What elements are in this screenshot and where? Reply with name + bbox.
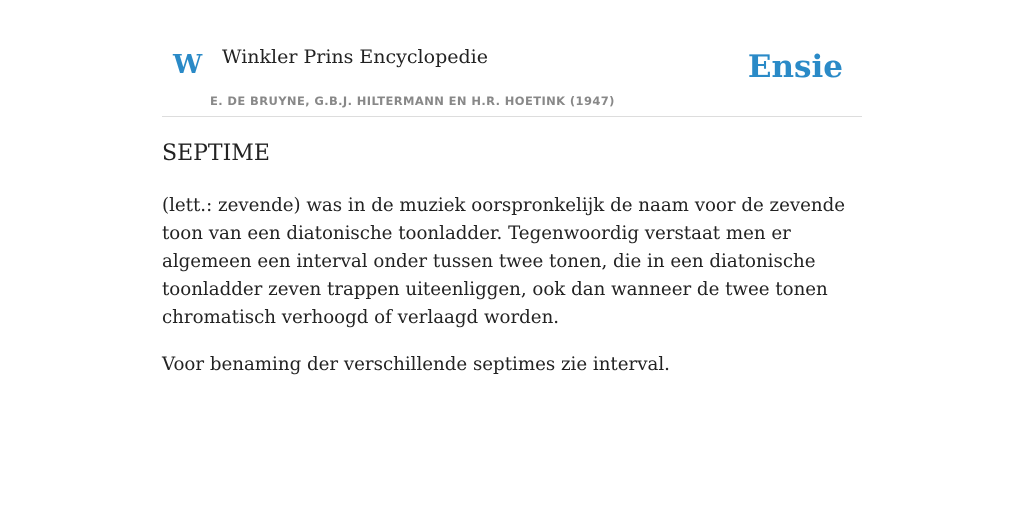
reference-prefix: Voor benaming der verschillende septimes zie	[162, 354, 593, 375]
interval-link[interactable]: interval	[592, 354, 665, 375]
page-container	[162, 0, 862, 375]
ensie-brand-logo[interactable]: Ensie	[747, 49, 843, 85]
article-title: SEPTIME	[162, 141, 270, 166]
site-title: Winkler Prins Encyclopedie	[222, 46, 488, 68]
reference-suffix: .	[664, 354, 670, 375]
article-body	[162, 192, 864, 398]
article-paragraph: (lett.: zevende) was in de muziek oorspronkelijk de naam voor de zevende toon van een diatonische toonladder. Tegenwoordig verstaat men er algemeen een interval onder tussen twee tonen, die in een diatonische toonladder zeven trappen uiteenliggen, ook dan wanneer de twee tonen chromatisch verhoogd of verlaagd worden.	[162, 195, 846, 328]
site-authors: E. DE BRUYNE, G.B.J. HILTERMANN EN H.R. HOETINK (1947)	[210, 94, 615, 108]
winkler-prins-logo[interactable]: W	[173, 50, 203, 80]
article-paragraph-reference	[162, 351, 864, 379]
site-header	[162, 0, 862, 117]
